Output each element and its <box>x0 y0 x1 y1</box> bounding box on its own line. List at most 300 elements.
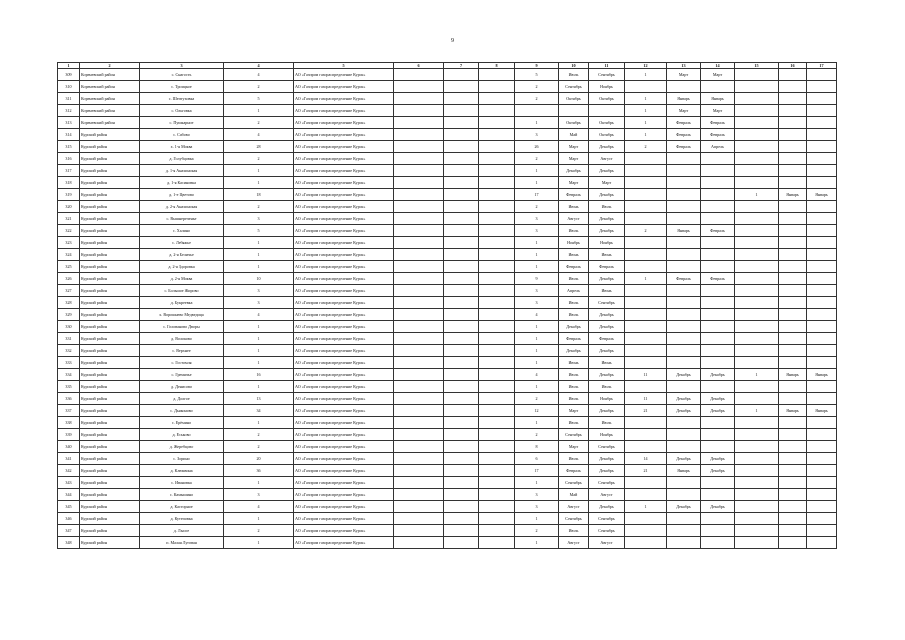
table-cell: 309 <box>58 69 80 81</box>
table-cell <box>394 189 444 201</box>
table-cell <box>479 297 515 309</box>
table-cell <box>807 273 837 285</box>
table-cell <box>701 321 735 333</box>
table-cell <box>735 417 779 429</box>
table-cell <box>625 213 667 225</box>
table-cell: Курский район <box>80 405 140 417</box>
table-cell <box>779 201 807 213</box>
table-cell <box>807 237 837 249</box>
table-cell <box>667 285 701 297</box>
table-cell <box>807 249 837 261</box>
table-cell: АО «Газпром газораспределение Курск» <box>294 333 394 345</box>
table-cell: Ноябрь <box>589 429 625 441</box>
table-cell: Август <box>589 537 625 549</box>
table-cell <box>444 405 479 417</box>
table-cell: АО «Газпром газораспределение Курск» <box>294 513 394 525</box>
table-cell <box>701 297 735 309</box>
table-cell: с. Сабово <box>140 129 224 141</box>
table-cell <box>735 237 779 249</box>
table-cell <box>625 333 667 345</box>
table-cell <box>667 249 701 261</box>
table-cell: Кореневский район <box>80 117 140 129</box>
table-cell: 12 <box>515 405 559 417</box>
table-row <box>58 105 837 117</box>
table-cell <box>479 441 515 453</box>
table-cell: с. Ерёмино <box>140 417 224 429</box>
table-cell: Июнь <box>559 357 589 369</box>
table-row <box>58 453 837 465</box>
table-cell: 2 <box>224 201 294 213</box>
table-cell <box>735 249 779 261</box>
table-cell: Курский район <box>80 369 140 381</box>
table-cell: Курский район <box>80 381 140 393</box>
table-cell <box>394 201 444 213</box>
table-cell <box>667 345 701 357</box>
table-cell <box>807 321 837 333</box>
table-cell: 1 <box>224 261 294 273</box>
table-cell: 18 <box>224 189 294 201</box>
table-cell: Июнь <box>559 249 589 261</box>
table-cell: Март <box>701 105 735 117</box>
table-cell: Июль <box>559 309 589 321</box>
table-cell: Курский район <box>80 273 140 285</box>
table-cell: х. Ворошнево Медведица <box>140 309 224 321</box>
table-cell <box>444 69 479 81</box>
table-cell: АО «Газпром газораспределение Курск» <box>294 129 394 141</box>
table-cell: 1 <box>224 249 294 261</box>
table-cell <box>394 417 444 429</box>
table-cell <box>807 93 837 105</box>
table-cell <box>667 177 701 189</box>
table-cell <box>701 285 735 297</box>
column-header: 15 <box>735 63 779 69</box>
table-cell: Курский район <box>80 453 140 465</box>
table-cell: Курский район <box>80 177 140 189</box>
table-row <box>58 477 837 489</box>
table-cell <box>735 441 779 453</box>
table-cell: Февраль <box>701 129 735 141</box>
table-cell <box>735 141 779 153</box>
table-cell: Октябрь <box>589 93 625 105</box>
table-cell: Май <box>559 129 589 141</box>
table-cell: Курский район <box>80 501 140 513</box>
table-row <box>58 297 837 309</box>
table-cell: с. Ивановка <box>140 477 224 489</box>
table-cell: 333 <box>58 357 80 369</box>
table-cell <box>779 141 807 153</box>
table-cell: 3 <box>515 501 559 513</box>
table-cell: Курский район <box>80 537 140 549</box>
table-cell: д. 2-я Здоровка <box>140 261 224 273</box>
table-cell: 4 <box>515 369 559 381</box>
column-header: 3 <box>140 63 224 69</box>
table-cell: Декабрь <box>589 213 625 225</box>
table-cell <box>444 297 479 309</box>
table-cell: 2 <box>224 153 294 165</box>
table-cell <box>394 261 444 273</box>
table-cell: 1 <box>735 189 779 201</box>
table-cell: Кореневский район <box>80 93 140 105</box>
table-cell <box>779 261 807 273</box>
table-cell <box>701 345 735 357</box>
table-cell: Курский район <box>80 309 140 321</box>
table-cell: Декабрь <box>701 369 735 381</box>
table-cell: Сентябрь <box>589 513 625 525</box>
table-cell <box>779 333 807 345</box>
table-cell <box>735 153 779 165</box>
table-cell <box>667 81 701 93</box>
table-cell <box>394 141 444 153</box>
table-cell: 314 <box>58 129 80 141</box>
table-cell <box>779 465 807 477</box>
table-cell <box>394 129 444 141</box>
table-cell <box>394 357 444 369</box>
table-cell: с. Голованово Дворы <box>140 321 224 333</box>
table-row <box>58 69 837 81</box>
table-cell <box>807 417 837 429</box>
table-cell <box>667 489 701 501</box>
table-cell: АО «Газпром газораспределение Курск» <box>294 237 394 249</box>
table-cell <box>394 153 444 165</box>
table-cell <box>444 189 479 201</box>
table-row <box>58 405 837 417</box>
table-cell: д. Касторное <box>140 501 224 513</box>
table-cell <box>667 513 701 525</box>
table-cell <box>394 309 444 321</box>
table-row <box>58 441 837 453</box>
table-cell: Курский район <box>80 129 140 141</box>
table-cell <box>444 393 479 405</box>
column-header: 6 <box>394 63 444 69</box>
table-cell: Июль <box>559 225 589 237</box>
table-cell: 342 <box>58 465 80 477</box>
table-cell: 334 <box>58 369 80 381</box>
table-cell <box>807 513 837 525</box>
table-cell <box>807 285 837 297</box>
table-cell: с. Халино <box>140 225 224 237</box>
table-cell <box>625 477 667 489</box>
table-cell: 346 <box>58 513 80 525</box>
table-cell: 8 <box>515 441 559 453</box>
table-cell <box>444 453 479 465</box>
table-cell: д. 2-я Анахинская <box>140 201 224 213</box>
table-cell <box>394 489 444 501</box>
table-cell: Август <box>559 501 589 513</box>
table-cell: Февраль <box>667 273 701 285</box>
table-cell: 11 <box>625 369 667 381</box>
table-cell <box>779 309 807 321</box>
table-cell: Декабрь <box>589 453 625 465</box>
table-cell: Курский район <box>80 345 140 357</box>
table-cell: с. Троицкое <box>140 81 224 93</box>
table-cell: с. Гремячье <box>140 369 224 381</box>
table-cell: п. Малая Луговая <box>140 537 224 549</box>
table-cell <box>394 105 444 117</box>
table-cell: Январь <box>779 189 807 201</box>
table-cell <box>779 165 807 177</box>
table-cell: 1 <box>625 69 667 81</box>
table-cell <box>779 357 807 369</box>
table-cell: АО «Газпром газораспределение Курск» <box>294 69 394 81</box>
table-cell: 4 <box>224 309 294 321</box>
table-cell <box>667 333 701 345</box>
table-cell: 1 <box>515 477 559 489</box>
table-row <box>58 141 837 153</box>
table-cell: 331 <box>58 333 80 345</box>
table-cell: 348 <box>58 537 80 549</box>
table-cell <box>515 105 559 117</box>
column-header: 16 <box>779 63 807 69</box>
table-cell: 327 <box>58 285 80 297</box>
table-cell <box>779 513 807 525</box>
table-cell <box>444 345 479 357</box>
table-cell: Февраль <box>559 333 589 345</box>
table-cell: 3 <box>515 297 559 309</box>
table-cell <box>779 105 807 117</box>
table-cell <box>479 393 515 405</box>
table-row <box>58 201 837 213</box>
table-cell: Декабрь <box>667 393 701 405</box>
table-cell <box>779 153 807 165</box>
table-cell: 2 <box>625 141 667 153</box>
table-cell <box>735 537 779 549</box>
table-cell: д. Лысое <box>140 525 224 537</box>
table-cell <box>735 177 779 189</box>
table-cell <box>625 165 667 177</box>
table-cell <box>735 285 779 297</box>
table-cell: АО «Газпром газораспределение Курск» <box>294 141 394 153</box>
table-cell <box>701 165 735 177</box>
table-cell: 1 <box>224 513 294 525</box>
table-cell: 5 <box>515 69 559 81</box>
table-cell <box>559 105 589 117</box>
table-cell <box>735 117 779 129</box>
table-cell: Декабрь <box>559 165 589 177</box>
table-cell: 1 <box>515 237 559 249</box>
table-cell: АО «Газпром газораспределение Курск» <box>294 477 394 489</box>
table-cell <box>444 381 479 393</box>
table-cell: Декабрь <box>701 465 735 477</box>
table-row <box>58 345 837 357</box>
table-cell: Июль <box>559 369 589 381</box>
table-cell: 21 <box>625 465 667 477</box>
table-cell <box>807 501 837 513</box>
table-cell: с. Ольговка <box>140 105 224 117</box>
table-cell: АО «Газпром газораспределение Курск» <box>294 381 394 393</box>
table-cell <box>735 81 779 93</box>
table-row <box>58 129 837 141</box>
table-cell <box>479 513 515 525</box>
table-cell <box>625 189 667 201</box>
table-cell: с. Вышнереченье <box>140 213 224 225</box>
table-cell: 10 <box>224 273 294 285</box>
table-cell <box>807 465 837 477</box>
table-cell: Июль <box>589 201 625 213</box>
table-row <box>58 417 837 429</box>
table-cell: АО «Газпром газораспределение Курск» <box>294 369 394 381</box>
table-cell: АО «Газпром газораспределение Курск» <box>294 441 394 453</box>
table-cell: д. Волоково <box>140 333 224 345</box>
table-cell <box>667 201 701 213</box>
table-cell <box>807 537 837 549</box>
table-cell <box>735 345 779 357</box>
table-row <box>58 93 837 105</box>
table-cell <box>444 273 479 285</box>
table-cell <box>444 525 479 537</box>
table-cell <box>701 357 735 369</box>
table-cell: Курский район <box>80 225 140 237</box>
table-cell: 3 <box>515 285 559 297</box>
table-cell <box>479 105 515 117</box>
table-cell <box>394 117 444 129</box>
table-cell: Август <box>589 489 625 501</box>
column-header: 17 <box>807 63 837 69</box>
table-cell: Кореневский район <box>80 81 140 93</box>
table-cell <box>807 105 837 117</box>
table-cell <box>735 225 779 237</box>
table-cell <box>735 489 779 501</box>
table-cell: АО «Газпром газораспределение Курск» <box>294 285 394 297</box>
table-cell <box>625 261 667 273</box>
table-cell <box>667 537 701 549</box>
table-cell <box>779 393 807 405</box>
table-cell: АО «Газпром газораспределение Курск» <box>294 429 394 441</box>
table-cell: 326 <box>58 273 80 285</box>
table-cell: Февраль <box>701 273 735 285</box>
table-cell: Декабрь <box>589 309 625 321</box>
table-cell: Декабрь <box>559 321 589 333</box>
table-cell <box>807 141 837 153</box>
table-cell: Декабрь <box>667 501 701 513</box>
table-cell: Апрель <box>701 141 735 153</box>
table-cell <box>807 357 837 369</box>
table-cell: 17 <box>515 465 559 477</box>
table-cell <box>735 93 779 105</box>
table-cell <box>444 309 479 321</box>
table-cell <box>779 453 807 465</box>
table-cell: Август <box>559 213 589 225</box>
table-cell <box>807 393 837 405</box>
table-row <box>58 225 837 237</box>
table-cell <box>444 225 479 237</box>
table-cell <box>735 309 779 321</box>
table-cell: 2 <box>515 393 559 405</box>
table-cell: Сентябрь <box>589 477 625 489</box>
table-cell <box>479 429 515 441</box>
table-cell: АО «Газпром газораспределение Курск» <box>294 465 394 477</box>
table-cell <box>479 141 515 153</box>
column-header: 10 <box>559 63 589 69</box>
table-cell: Июль <box>589 417 625 429</box>
table-cell <box>479 177 515 189</box>
table-cell <box>779 321 807 333</box>
table-cell: 16 <box>224 369 294 381</box>
table-cell: 3 <box>515 489 559 501</box>
table-cell: Курский район <box>80 465 140 477</box>
table-cell: д. Долгое <box>140 393 224 405</box>
table-cell <box>807 261 837 273</box>
table-cell: Февраль <box>559 189 589 201</box>
table-cell <box>479 417 515 429</box>
table-cell: Декабрь <box>701 393 735 405</box>
table-cell: Февраль <box>589 333 625 345</box>
table-cell: Сентябрь <box>559 477 589 489</box>
table-cell <box>701 309 735 321</box>
table-cell <box>779 381 807 393</box>
table-cell <box>479 321 515 333</box>
table-cell: Март <box>559 141 589 153</box>
table-cell: Кореневский район <box>80 69 140 81</box>
table-cell <box>479 345 515 357</box>
table-cell: 1 <box>625 129 667 141</box>
table-cell: Сентябрь <box>589 441 625 453</box>
table-cell: 2 <box>625 225 667 237</box>
table-cell: Курский район <box>80 153 140 165</box>
table-cell: Курский район <box>80 165 140 177</box>
table-cell <box>667 309 701 321</box>
table-cell: АО «Газпром газораспределение Курск» <box>294 189 394 201</box>
table-cell <box>779 501 807 513</box>
table-cell <box>667 321 701 333</box>
table-cell <box>394 69 444 81</box>
table-cell <box>479 357 515 369</box>
table-cell: 26 <box>515 141 559 153</box>
table-cell <box>807 153 837 165</box>
table-cell: Октябрь <box>559 117 589 129</box>
table-cell <box>701 525 735 537</box>
table-cell <box>779 345 807 357</box>
table-cell: Январь <box>667 93 701 105</box>
table-cell: Сентябрь <box>589 69 625 81</box>
table-cell: Сентябрь <box>589 525 625 537</box>
table-cell: 1 <box>224 333 294 345</box>
table-cell: АО «Газпром газораспределение Курск» <box>294 405 394 417</box>
table-cell: д. Жеребцово <box>140 441 224 453</box>
table-cell: Июнь <box>589 285 625 297</box>
table-cell: АО «Газпром газораспределение Курск» <box>294 165 394 177</box>
table-cell: 1 <box>224 105 294 117</box>
table-cell <box>444 249 479 261</box>
table-cell <box>625 489 667 501</box>
table-cell <box>394 477 444 489</box>
table-cell <box>807 225 837 237</box>
table-cell <box>444 93 479 105</box>
table-cell <box>667 213 701 225</box>
table-row <box>58 525 837 537</box>
table-cell <box>394 369 444 381</box>
table-cell <box>479 201 515 213</box>
table-cell: 1 <box>515 261 559 273</box>
table-cell: 1 <box>625 105 667 117</box>
table-cell <box>479 453 515 465</box>
table-cell: д. Букреевка <box>140 297 224 309</box>
table-cell: АО «Газпром газораспределение Курск» <box>294 273 394 285</box>
table-cell <box>625 345 667 357</box>
table-cell: Октябрь <box>589 117 625 129</box>
table-cell <box>807 309 837 321</box>
table-cell <box>479 249 515 261</box>
table-cell: 1 <box>224 537 294 549</box>
table-cell: 312 <box>58 105 80 117</box>
table-cell: 11 <box>625 393 667 405</box>
table-cell <box>667 429 701 441</box>
table-cell: 1 <box>224 417 294 429</box>
table-cell: Курский район <box>80 321 140 333</box>
table-cell <box>735 333 779 345</box>
table-cell <box>444 321 479 333</box>
table-cell: 321 <box>58 213 80 225</box>
table-cell <box>701 153 735 165</box>
